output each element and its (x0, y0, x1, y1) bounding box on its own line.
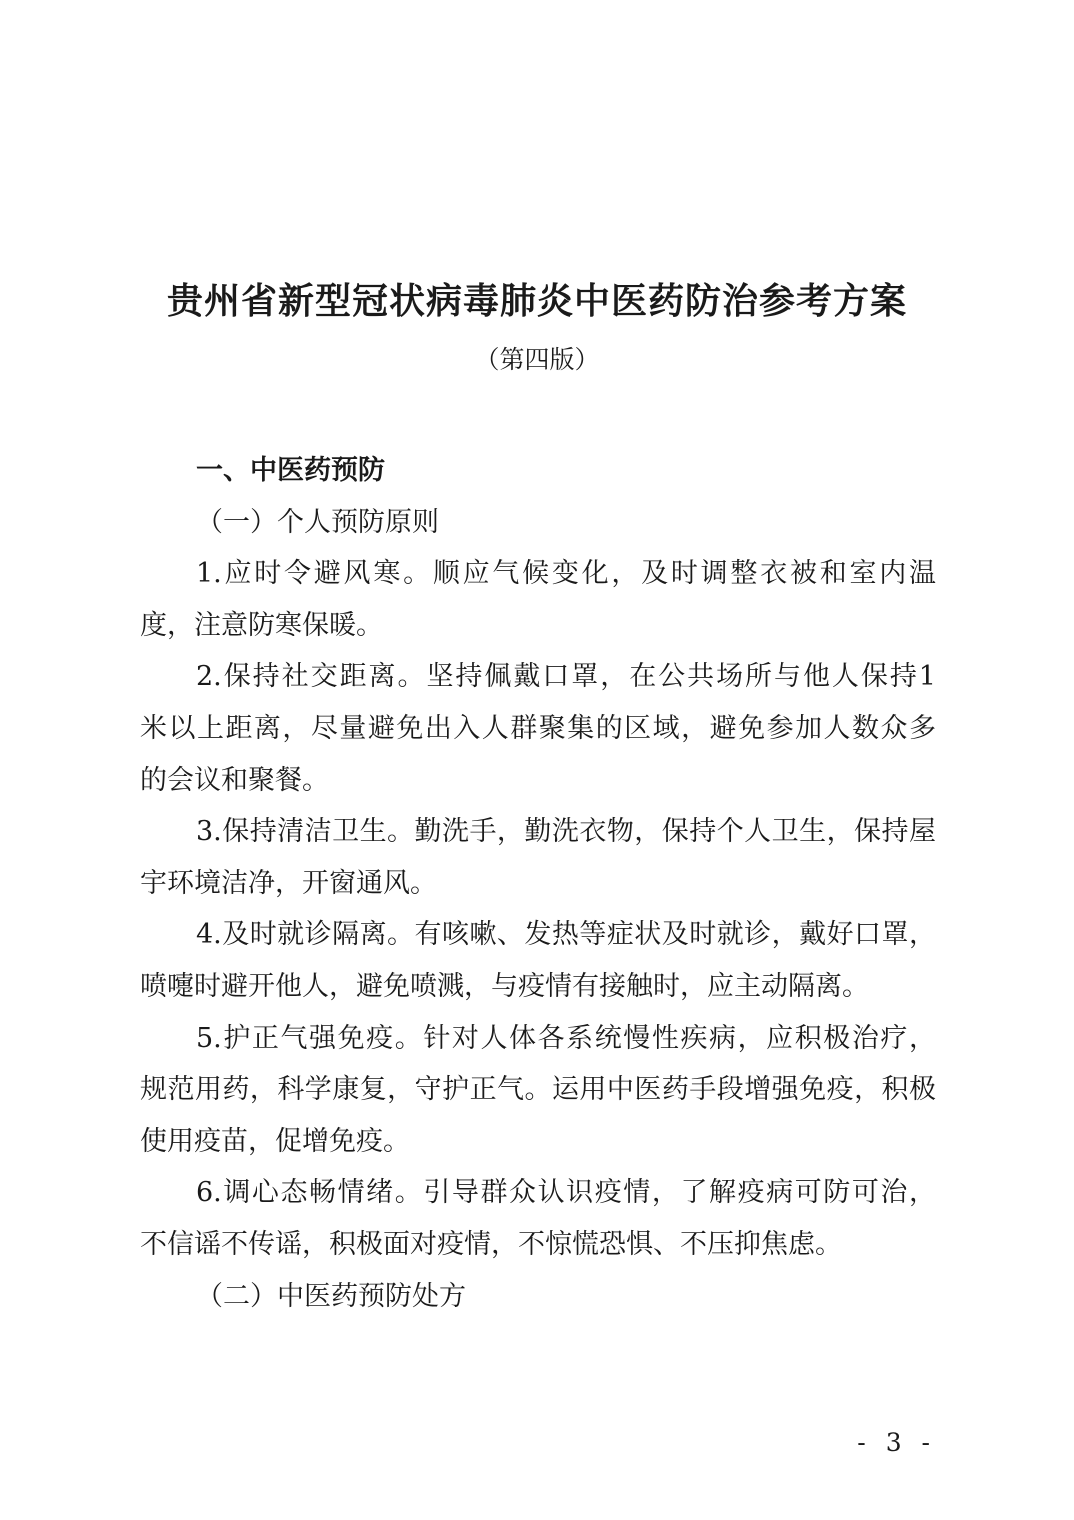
document-body (140, 445, 936, 1322)
paragraph-line: 米以上距离，尽量避免出入人群聚集的区域，避免参加人数众多 (140, 712, 936, 744)
paragraph-line: 喷嚏时避开他人，避免喷溅，与疫情有接触时，应主动隔离。 (140, 970, 869, 1002)
paragraph-line: 5.护正气强免疫。针对人体各系统慢性疾病，应积极治疗， (196, 1022, 936, 1054)
paragraph-line: 1.应时令避风寒。顺应气候变化，及时调整衣被和室内温 (196, 558, 936, 590)
paragraph-line: 规范用药，科学康复，守护正气。运用中医药手段增强免疫，积极 (140, 1074, 936, 1106)
section-heading-prevention: 一、中医药预防 (196, 455, 385, 486)
subsection-heading-prescriptions: （二）中医药预防处方 (196, 1280, 466, 1312)
paragraph-line: 4.及时就诊隔离。有咳嗽、发热等症状及时就诊，戴好口罩， (196, 919, 936, 951)
page-number: - 3 - (857, 1428, 936, 1457)
subsection-heading-personal-principles: （一）个人预防原则 (196, 506, 439, 538)
paragraph-line: 3.保持清洁卫生。勤洗手，勤洗衣物，保持个人卫生，保持屋 (196, 816, 936, 848)
paragraph-line: 6.调心态畅情绪。引导群众认识疫情，了解疫病可防可治， (196, 1177, 936, 1209)
paragraph-line: 宇环境洁净，开窗通风。 (140, 867, 437, 899)
document-title: 贵州省新型冠状病毒肺炎中医药防治参考方案 (166, 281, 907, 322)
paragraph-line: 使用疫苗，促增免疫。 (140, 1125, 410, 1157)
paragraph-line: 2.保持社交距离。坚持佩戴口罩，在公共场所与他人保持1 (196, 661, 936, 693)
paragraph-line: 不信谣不传谣，积极面对疫情，不惊慌恐惧、不压抑焦虑。 (140, 1228, 842, 1260)
paragraph-line: 度，注意防寒保暖。 (140, 609, 383, 641)
paragraph-line: 的会议和聚餐。 (140, 764, 329, 796)
document-subtitle: （第四版） (474, 345, 600, 374)
